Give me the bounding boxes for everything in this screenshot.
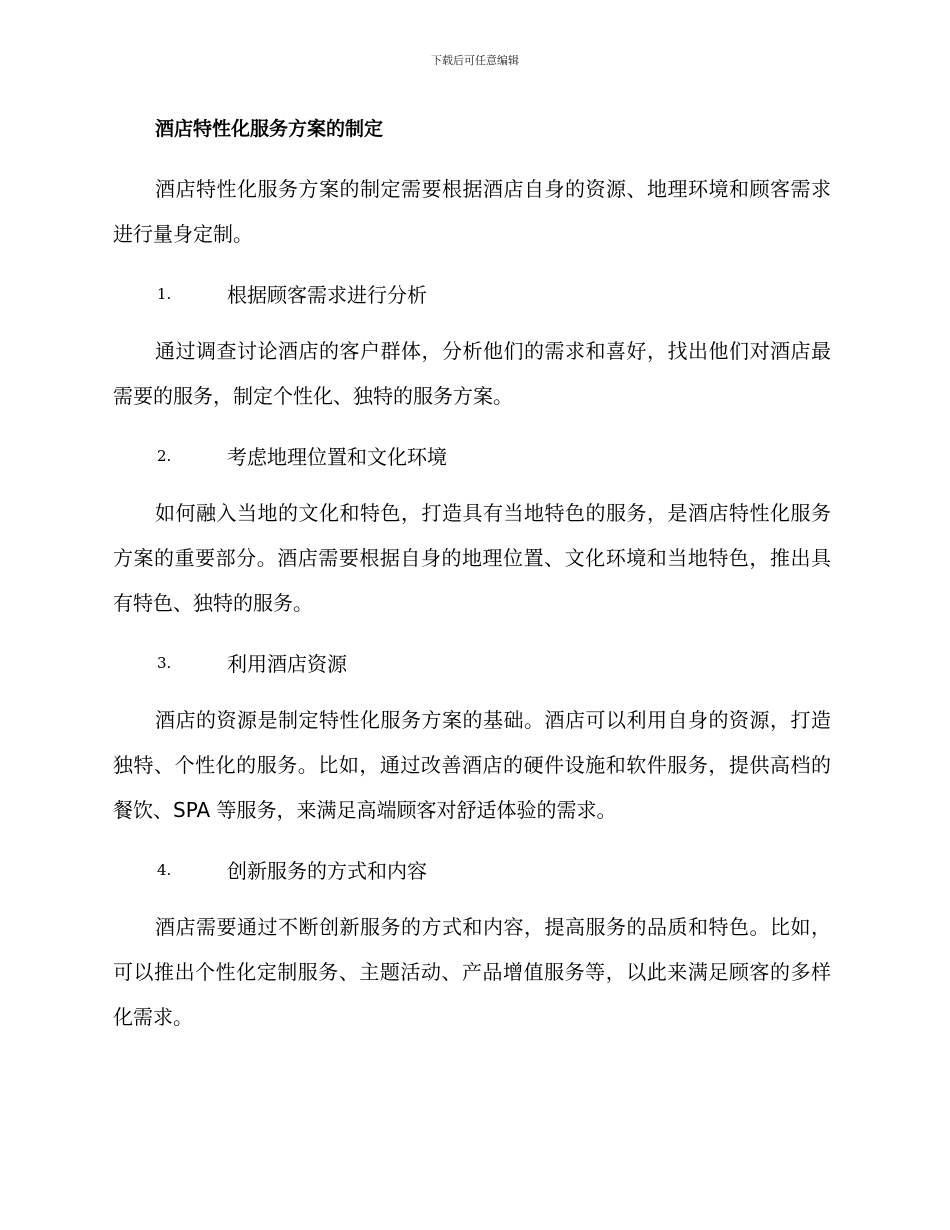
section-heading-text: 创新服务的方式和内容: [227, 859, 427, 883]
section-2: [113, 433, 831, 626]
section-number: 2.: [157, 446, 172, 465]
section-heading: [113, 271, 831, 316]
section-number: 1.: [157, 284, 172, 303]
document-body: [113, 112, 831, 1040]
section-body: 如何融入当地的文化和特色，打造具有当地特色的服务，是酒店特性化服务方案的重要部分。酒店需要根据自身的地理位置、文化环境和当地特色，推出具有特色、独特的服务。: [113, 501, 831, 615]
section-number: 4.: [157, 860, 172, 879]
section-body: 通过调查讨论酒店的客户群体，分析他们的需求和喜好，找出他们对酒店最需要的服务，制定个性化、独特的服务方案。: [113, 339, 831, 408]
section-3: [113, 640, 831, 833]
section-heading: [113, 640, 831, 685]
intro-paragraph: 酒店特性化服务方案的制定需要根据酒店自身的资源、地理环境和顾客需求进行量身定制。: [113, 177, 831, 246]
section-heading-text: 考虑地理位置和文化环境: [227, 445, 447, 469]
document-title: 酒店特性化服务方案的制定: [155, 118, 384, 140]
section-4: [113, 847, 831, 1040]
section-1: [113, 271, 831, 419]
section-number: 3.: [157, 653, 172, 672]
section-heading-text: 利用酒店资源: [227, 652, 347, 676]
page-header-note: 下载后可任意编辑: [431, 54, 519, 67]
section-heading-text: 根据顾客需求进行分析: [227, 283, 427, 307]
section-heading: [113, 433, 831, 478]
section-body: 酒店的资源是制定特性化服务方案的基础。酒店可以利用自身的资源，打造独特、个性化的服务。比如，通过改善酒店的硬件设施和软件服务，提供高档的餐饮、SPA 等服务，来满足高端顾客对舒适体验的需求。: [113, 708, 831, 822]
section-heading: [113, 847, 831, 892]
section-body: 酒店需要通过不断创新服务的方式和内容，提高服务的品质和特色。比如，可以推出个性化定制服务、主题活动、产品增值服务等，以此来满足顾客的多样化需求。: [113, 915, 831, 1029]
